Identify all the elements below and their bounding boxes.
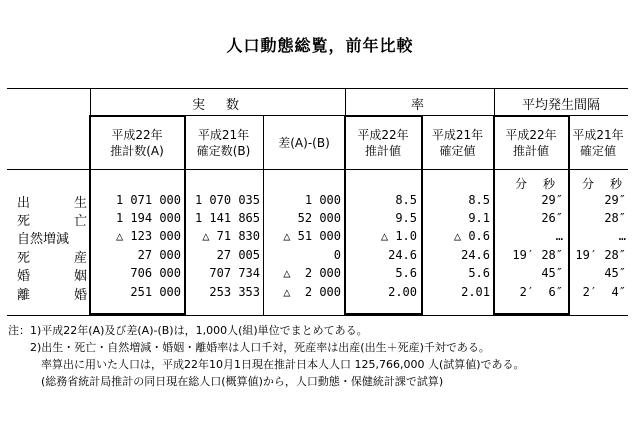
col-r22 xyxy=(345,127,421,159)
col-v22-line1: 平成22年 xyxy=(111,128,163,142)
cell-r22: 24.6 xyxy=(388,248,417,262)
cell-i21: 19′ 28″ xyxy=(575,248,626,262)
cell-v22: 251 000 xyxy=(130,285,181,299)
notes xyxy=(8,322,633,390)
cell-diff: 1 000 xyxy=(304,193,341,207)
col-i22 xyxy=(494,127,568,159)
note-3: 率算出に用いた人口は，平成22年10月1日現在推計日本人人口 125,766,000 人(試算値)である。 xyxy=(8,358,525,371)
cell-r22: 8.5 xyxy=(395,193,417,207)
group-actual: 実 数 xyxy=(191,98,243,113)
cell-r21: 8.5 xyxy=(468,193,490,207)
cell-diff: △ 51 000 xyxy=(283,229,341,243)
cell-r21: △ 0.6 xyxy=(453,229,490,243)
page-title: 人口動態総覧，前年比較 xyxy=(226,36,414,55)
cell-i22: 19′ 28″ xyxy=(512,248,563,262)
group-interval: 平均発生間隔 xyxy=(521,98,600,113)
col-r22-line1: 平成22年 xyxy=(357,128,409,142)
unit-sec-22: 秒 xyxy=(543,177,556,191)
row-label xyxy=(17,192,87,211)
cell-i21: 45″ xyxy=(604,266,626,280)
row-label xyxy=(17,284,87,303)
row-label-part: 自然増減 xyxy=(17,232,70,247)
note-4: (総務省統計局推計の同日現在総人口(概算値)から，人口動態・保健統計課で試算) xyxy=(8,375,444,388)
cell-v21: 253 353 xyxy=(209,285,260,299)
cell-v22: 27 000 xyxy=(137,248,181,262)
unit-min-21: 分 xyxy=(582,177,595,191)
row-label xyxy=(17,265,87,284)
cell-diff: 52 000 xyxy=(297,211,341,225)
row-label-part: 死 xyxy=(17,251,31,266)
cell-r22: 9.5 xyxy=(395,211,417,225)
cell-i21: 29″ xyxy=(604,193,626,207)
cell-v22: △ 123 000 xyxy=(115,229,181,243)
row-label xyxy=(17,228,87,247)
col-i21-line2: 確定値 xyxy=(579,144,616,158)
note-1: 注：1)平成22年(A)及び差(A)-(B)は，1,000人(組)単位でまとめてある。 xyxy=(8,324,368,337)
col-v21 xyxy=(184,127,263,159)
cell-r21: 2.01 xyxy=(461,285,490,299)
cell-v22: 1 071 000 xyxy=(115,193,181,207)
cell-r22: 5.6 xyxy=(395,266,417,280)
row-label-part: 産 xyxy=(73,251,87,266)
cell-diff: △ 2 000 xyxy=(283,285,341,299)
col-v22-line2: 推計数(A) xyxy=(110,144,164,158)
row-label-part: 婚 xyxy=(17,269,31,284)
row-label-part: 亡 xyxy=(73,214,87,229)
cell-r21: 9.1 xyxy=(468,211,490,225)
cell-r21: 5.6 xyxy=(468,266,490,280)
cell-i22: 45″ xyxy=(541,266,563,280)
row-label xyxy=(17,247,87,266)
row-label-part: 姻 xyxy=(73,269,87,284)
row-label-part: 婚 xyxy=(73,288,87,303)
cell-v21: 1 141 865 xyxy=(194,211,260,225)
col-i21-line1: 平成21年 xyxy=(572,128,624,142)
col-v22 xyxy=(90,127,184,159)
row-label-part: 出 xyxy=(17,196,31,211)
cell-v22: 706 000 xyxy=(130,266,181,280)
col-diff-line1: 差(A)-(B) xyxy=(278,136,330,150)
col-v21-line2: 確定数(B) xyxy=(196,144,251,158)
cell-r22: △ 1.0 xyxy=(380,229,417,243)
cell-v21: 707 734 xyxy=(209,266,260,280)
statistics-table xyxy=(7,88,628,316)
cell-i22: 2′ 6″ xyxy=(519,285,563,299)
unit-min-22: 分 xyxy=(515,177,528,191)
cell-r22: 2.00 xyxy=(388,285,417,299)
row-label-part: 死 xyxy=(17,214,31,229)
col-i22-line2: 推計値 xyxy=(512,144,549,158)
col-v21-line1: 平成21年 xyxy=(197,128,250,142)
col-i22-line1: 平成22年 xyxy=(505,128,557,142)
col-r21 xyxy=(421,127,494,159)
unit-sec-21: 秒 xyxy=(610,177,623,191)
cell-v21: △ 71 830 xyxy=(202,229,260,243)
cell-diff: 0 xyxy=(333,248,341,262)
cell-v21: 1 070 035 xyxy=(194,193,260,207)
cell-i21: … xyxy=(618,229,626,243)
cell-i22: 29″ xyxy=(541,193,563,207)
row-label xyxy=(17,210,87,229)
group-rate: 率 xyxy=(410,98,428,113)
row-label-part: 離 xyxy=(17,288,31,303)
cell-v21: 27 005 xyxy=(216,248,260,262)
cell-i22: … xyxy=(555,229,563,243)
col-diff xyxy=(263,135,345,151)
cell-i22: 26″ xyxy=(541,211,563,225)
col-r22-line2: 推計値 xyxy=(364,144,401,158)
cell-i21: 2′ 4″ xyxy=(582,285,626,299)
row-label-part: 生 xyxy=(73,196,87,211)
cell-v22: 1 194 000 xyxy=(115,211,181,225)
cell-i21: 28″ xyxy=(604,211,626,225)
col-r21-line2: 確定値 xyxy=(439,144,476,158)
col-r21-line1: 平成21年 xyxy=(431,128,484,142)
cell-r21: 24.6 xyxy=(461,248,490,262)
cell-diff: △ 2 000 xyxy=(283,266,341,280)
col-i21 xyxy=(568,127,628,159)
note-2: 2)出生・死亡・自然増減・婚姻・離婚率は人口千対，死産率は出産(出生＋死産)千対である。 xyxy=(8,341,490,354)
